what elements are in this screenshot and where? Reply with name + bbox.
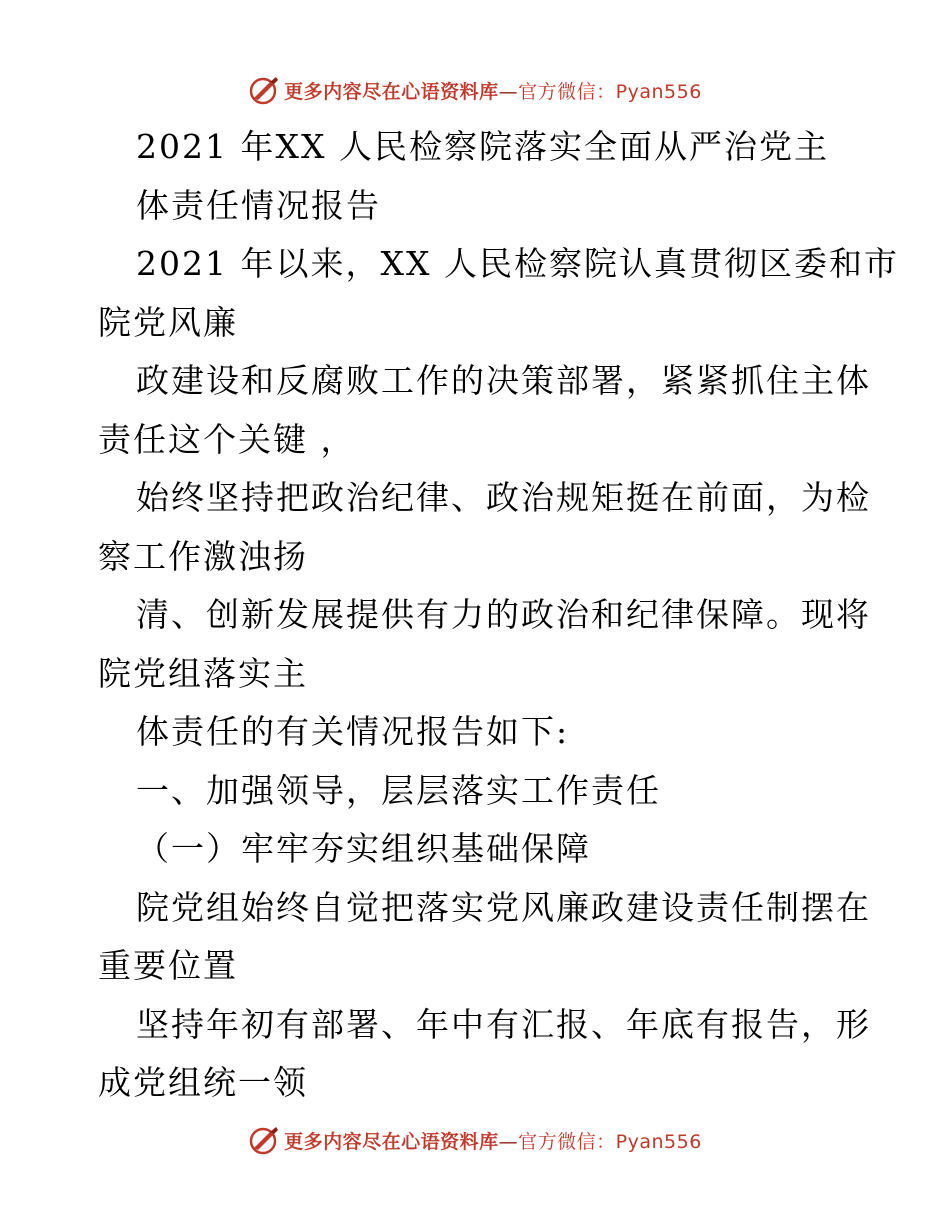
- paragraph-line: 重要位置: [98, 946, 238, 985]
- subsection-heading: （一）牢牢夯实组织基础保障: [136, 829, 591, 868]
- footer-banner: [0, 1122, 950, 1158]
- paragraph-line: 院党组落实主: [98, 653, 308, 693]
- header-banner-text: 更多内容尽在心语资料库—官方微信：Pyan556: [284, 80, 702, 103]
- paragraph-line: 政建设和反腐败工作的决策部署，紧紧抓住主体: [136, 361, 871, 400]
- footer-banner-text: 更多内容尽在心语资料库—官方微信：Pyan556: [284, 1130, 702, 1153]
- paragraph-line: 成党组统一领: [98, 1063, 308, 1102]
- document-body: [98, 118, 899, 1113]
- section-heading: 一、加强领导，层层落实工作责任: [136, 770, 661, 810]
- pen-circle-logo-icon: [248, 1124, 280, 1156]
- paragraph-line: 院党风廉: [98, 302, 238, 342]
- paragraph-line: 清、创新发展提供有力的政治和纪律保障。现将: [136, 595, 871, 634]
- paragraph-line: 体责任的有关情况报告如下:: [136, 712, 570, 751]
- pen-circle-logo-icon: [248, 74, 280, 106]
- paragraph-line: 2021 年以来，XX 人民检察院认真贯彻区委和市: [136, 244, 899, 283]
- paragraph-line: 院党组始终自觉把落实党风廉政建设责任制摆在: [136, 887, 871, 927]
- title-line-2: 体责任情况报告: [136, 185, 381, 225]
- paragraph-line: 始终坚持把政治纪律、政治规矩挺在前面，为检: [136, 478, 871, 517]
- paragraph-line: 察工作激浊扬: [98, 536, 308, 576]
- paragraph-line: 责任这个关键 ，: [98, 419, 356, 459]
- paragraph-line: 坚持年初有部署、年中有汇报、年底有报告，形: [136, 1004, 871, 1044]
- title-line-1: 2021 年XX 人民检察院落实全面从严治党主: [136, 127, 829, 166]
- header-banner: [0, 72, 950, 108]
